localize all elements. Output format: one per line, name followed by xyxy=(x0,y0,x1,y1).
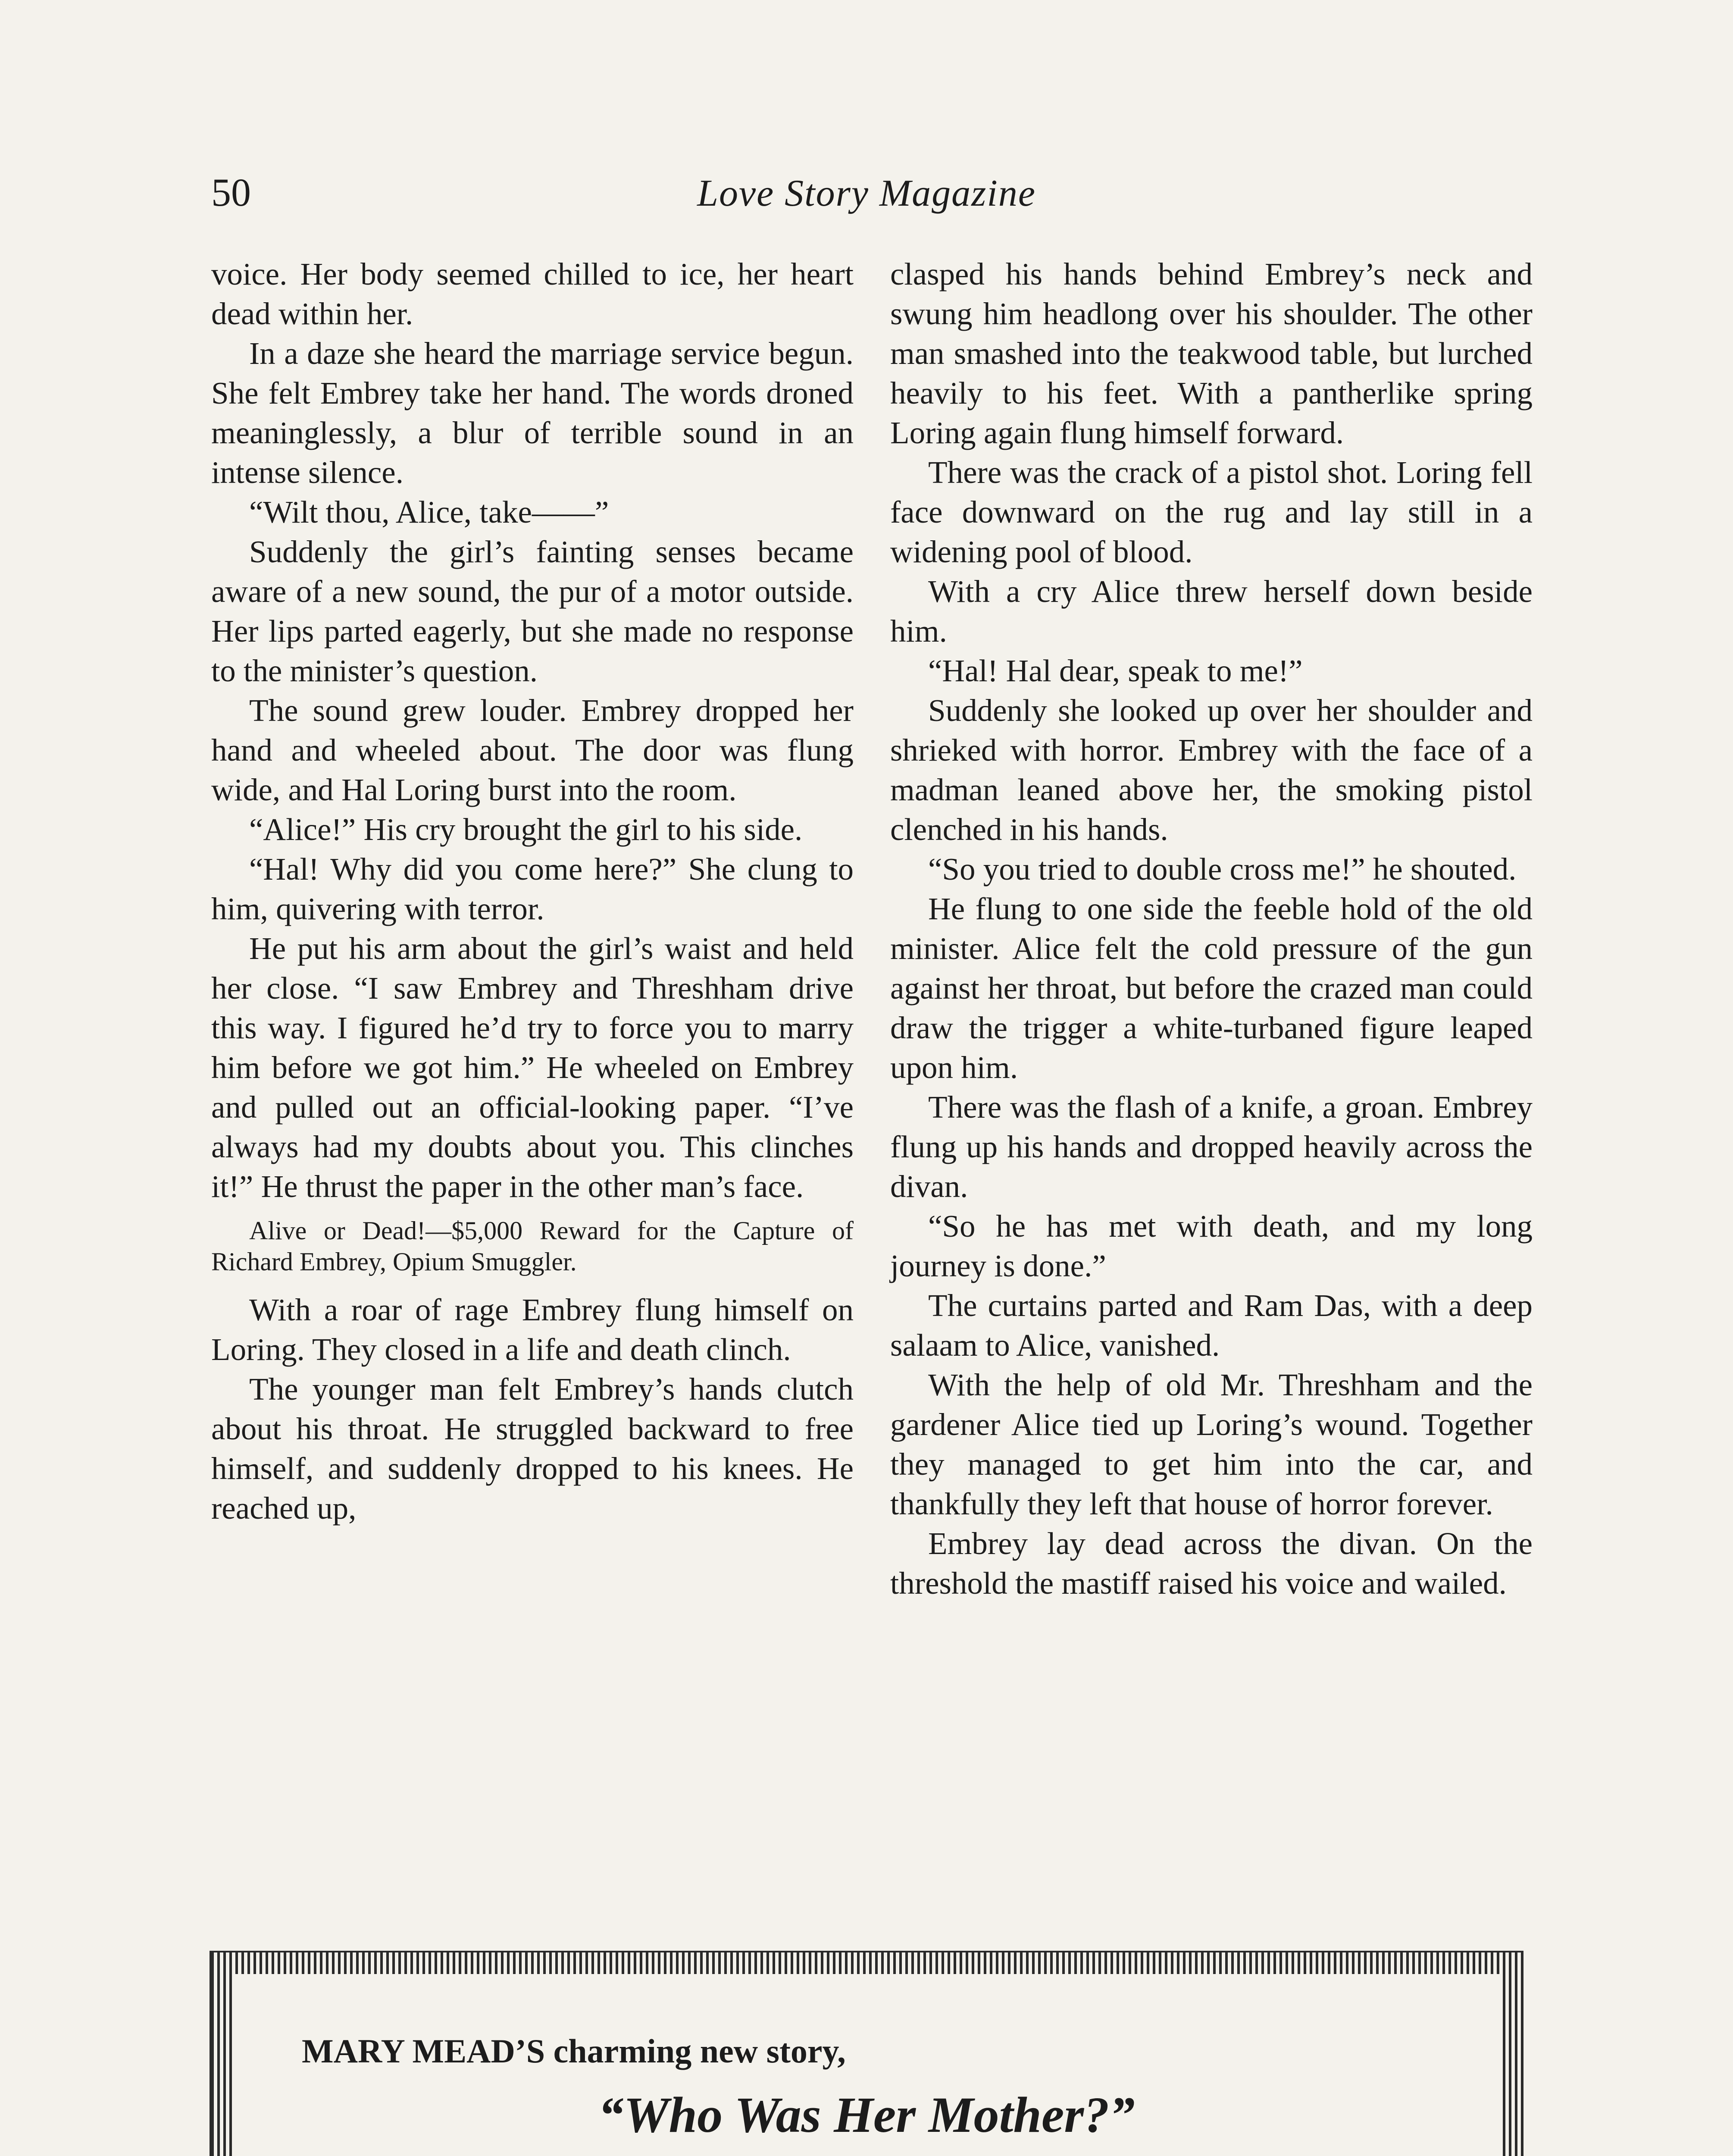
paragraph: He flung to one side the feeble hold of the old minister. Alice felt the cold pressure of the gun against her throat, but before the crazed man could draw the trigger a white-turbaned figure leaped upon him. xyxy=(890,891,1533,1085)
paragraph: Suddenly the girl’s fainting senses became aware of a new sound, the pur of a motor outside. Her lips parted eagerly, but she made no response to the minister’s question. xyxy=(211,534,854,688)
right-column xyxy=(890,254,1533,1603)
paragraph: The younger man felt Embrey’s hands clutch about his throat. He struggled backward to free himself, and suddenly dropped to his knees. He reached up, xyxy=(211,1372,854,1526)
paragraph: “Hal! Why did you come here?” She clung to him, quivering with terror. xyxy=(211,852,854,926)
paragraph: The curtains parted and Ram Das, with a deep salaam to Alice, vanished. xyxy=(890,1288,1533,1363)
paragraph: With a roar of rage Embrey flung himself on Loring. They closed in a life and death clinch. xyxy=(211,1292,854,1367)
paragraph: “So you tried to double cross me!” he shouted. xyxy=(928,852,1517,887)
paragraph: clasped his hands behind Embrey’s neck and swung him headlong over his shoulder. The other man smashed into the teakwood table, but lurched heavily to his feet. With a pantherlike spring Loring again flung himself forward. xyxy=(890,257,1533,450)
paragraph: With the help of old Mr. Threshham and the gardener Alice tied up Loring’s wound. Together they managed to get him into the car, and thankfully they left that house of horror forever. xyxy=(890,1367,1533,1521)
paragraph: “So he has met with death, and my long journey is done.” xyxy=(890,1209,1533,1283)
paragraph: voice. Her body seemed chilled to ice, her heart dead within her. xyxy=(211,257,854,331)
left-column xyxy=(211,254,854,1528)
advertisement-content xyxy=(233,1974,1500,2156)
ad-story-title: “Who Was Her Mother?” xyxy=(598,2087,1135,2143)
paragraph: He put his arm about the girl’s waist and held her close. “I saw Embrey and Threshham drive this way. I figured he’d try to force you to marry him before we got him.” He wheeled on Embrey and pulled out an official-looking paper. “I’ve always had my doubts about you. This clinches it!” He thrust the paper in the other man’s face. xyxy=(211,931,854,1204)
paragraph: The sound grew louder. Embrey dropped her hand and wheeled about. The door was flung wide, and Hal Loring burst into the room. xyxy=(211,693,854,807)
paragraph: “Wilt thou, Alice, take——” xyxy=(249,495,609,530)
paragraph: There was the crack of a pistol shot. Loring fell face downward on the rug and lay still in a widening pool of blood. xyxy=(890,455,1533,569)
ad-author-line: MARY MEAD’S charming new story, xyxy=(302,2032,846,2070)
page-number: 50 xyxy=(211,170,251,214)
paragraph: With a cry Alice threw herself down beside him. xyxy=(890,574,1533,649)
paragraph: In a daze she heard the marriage service begun. She felt Embrey take her hand. The words droned meaninglessly, a blur of terrible sound in an intense silence. xyxy=(211,336,854,490)
running-title: Love Story Magazine xyxy=(697,172,1036,214)
reward-notice: Alive or Dead!—$5,000 Reward for the Capture of Richard Embrey, Opium Smuggler. xyxy=(211,1216,854,1276)
paragraph: Suddenly she looked up over her shoulder and shrieked with horror. Embrey with the face of a madman leaned above her, the smoking pistol clenched in his hands. xyxy=(890,693,1533,847)
paragraph: There was the flash of a knife, a groan. Embrey flung up his hands and dropped heavily across the divan. xyxy=(890,1090,1533,1204)
paragraph: Embrey lay dead across the divan. On the threshold the mastiff raised his voice and wailed. xyxy=(890,1526,1533,1601)
next-issue-advertisement xyxy=(211,1952,1522,2156)
paragraph: “Alice!” His cry brought the girl to his side. xyxy=(249,812,803,847)
paragraph: “Hal! Hal dear, speak to me!” xyxy=(928,653,1303,688)
